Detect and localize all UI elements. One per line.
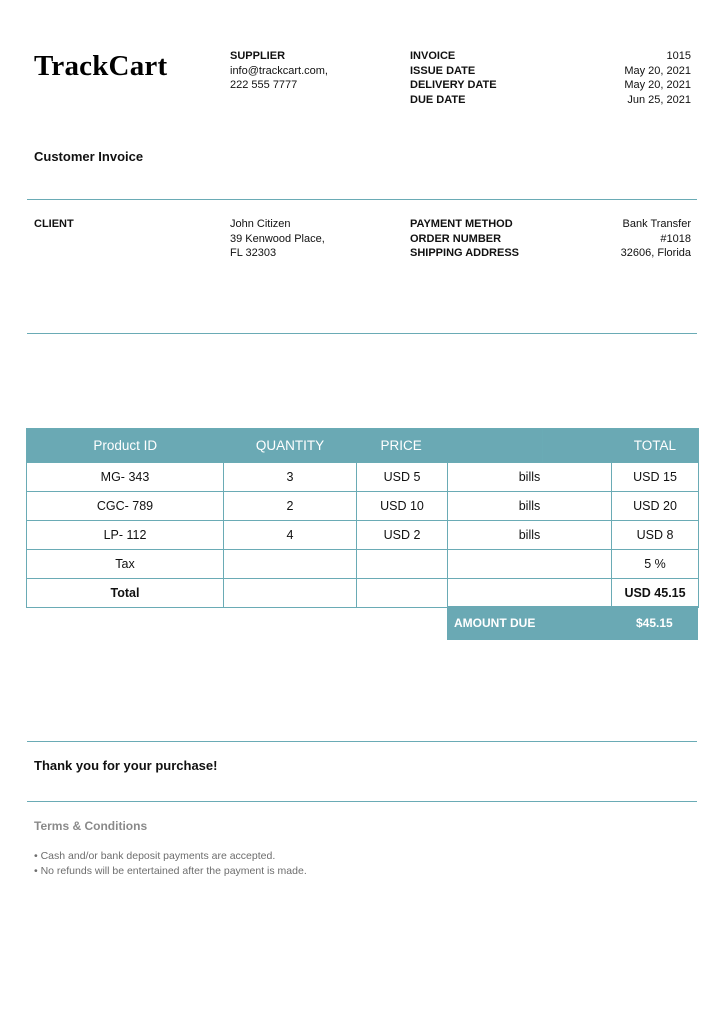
delivery-date-value: May 20, 2021 <box>624 79 691 91</box>
header-total: TOTAL <box>543 429 699 463</box>
tax-value: 5 % <box>612 550 699 579</box>
note-cell: bills <box>448 492 612 521</box>
document-title: Customer Invoice <box>34 149 144 164</box>
payment-method-row <box>410 217 691 232</box>
due-date-label: DUE DATE <box>410 93 466 106</box>
invoice-number-value: 1015 <box>666 50 691 62</box>
payment-method-label: PAYMENT METHOD <box>410 218 513 230</box>
header-price: PRICE <box>357 429 543 463</box>
terms-item: • No refunds will be entertained after the payment is made. <box>34 864 307 877</box>
table-row <box>27 521 699 550</box>
price-cell: USD 10 <box>357 492 448 521</box>
supplier-block <box>230 49 328 93</box>
total-cell: USD 8 <box>612 521 699 550</box>
amount-due-label: AMOUNT DUE <box>454 616 536 630</box>
supplier-phone: 222 555 7777 <box>230 79 298 91</box>
header-product-id: Product ID <box>27 429 224 463</box>
empty-cell <box>357 550 448 579</box>
amount-due-value: $45.15 <box>636 616 673 630</box>
empty-cell <box>448 550 612 579</box>
terms-title: Terms & Conditions <box>34 819 148 833</box>
table-row <box>27 492 699 521</box>
amount-due-box <box>447 606 698 640</box>
quantity-cell: 4 <box>224 521 357 550</box>
order-number-value: #1018 <box>660 232 691 245</box>
shipping-address-value: 32606, Florida <box>620 247 691 259</box>
payment-method-value: Bank Transfer <box>622 218 691 230</box>
product-id-cell: MG- 343 <box>27 463 224 492</box>
divider <box>27 801 697 802</box>
product-id-cell: LP- 112 <box>27 521 224 550</box>
quantity-cell: 3 <box>224 463 357 492</box>
terms-item: • Cash and/or bank deposit payments are accepted. <box>34 850 276 862</box>
price-cell: USD 5 <box>357 463 448 492</box>
terms-list <box>34 849 307 878</box>
client-state-zip: FL 32303 <box>230 247 277 259</box>
divider <box>27 741 697 742</box>
total-cell: USD 15 <box>612 463 699 492</box>
shipping-address-row <box>410 246 691 261</box>
empty-cell <box>224 550 357 579</box>
quantity-cell: 2 <box>224 492 357 521</box>
tax-row <box>27 550 699 579</box>
product-id-cell: CGC- 789 <box>27 492 224 521</box>
client-street: 39 Kenwood Place, <box>230 232 325 245</box>
due-date-value: Jun 25, 2021 <box>627 93 691 106</box>
empty-cell <box>448 579 612 608</box>
order-number-label: ORDER NUMBER <box>410 232 502 245</box>
order-number-row <box>410 232 691 247</box>
note-cell: bills <box>448 521 612 550</box>
issue-date-row <box>410 64 691 79</box>
table-header-row <box>27 429 699 463</box>
issue-date-label: ISSUE DATE <box>410 64 476 77</box>
due-date-row <box>410 93 691 108</box>
delivery-date-label: DELIVERY DATE <box>410 79 497 91</box>
client-name: John Citizen <box>230 218 291 230</box>
invoice-number-label: INVOICE <box>410 50 456 62</box>
total-cell: USD 20 <box>612 492 699 521</box>
grand-total-label: Total <box>27 579 224 608</box>
empty-cell <box>224 579 357 608</box>
thank-you-message: Thank you for your purchase! <box>34 758 218 773</box>
client-label: CLIENT <box>34 218 74 230</box>
table-row <box>27 463 699 492</box>
empty-cell <box>357 579 448 608</box>
issue-date-value: May 20, 2021 <box>624 64 691 77</box>
tax-label: Tax <box>27 550 224 579</box>
line-items-table <box>26 428 699 608</box>
delivery-date-row <box>410 78 691 93</box>
grand-total-row <box>27 579 699 608</box>
divider <box>27 333 697 334</box>
client-address <box>230 217 325 261</box>
supplier-label: SUPPLIER <box>230 50 286 62</box>
price-cell: USD 2 <box>357 521 448 550</box>
header-quantity: QUANTITY <box>224 429 357 463</box>
order-meta <box>410 217 691 261</box>
grand-total-value: USD 45.15 <box>612 579 699 608</box>
note-cell: bills <box>448 463 612 492</box>
invoice-number-row <box>410 49 691 64</box>
company-logo: TrackCart <box>34 50 168 82</box>
shipping-address-label: SHIPPING ADDRESS <box>410 247 520 259</box>
supplier-email: info@trackcart.com, <box>230 64 328 77</box>
invoice-meta <box>410 49 691 107</box>
divider <box>27 199 697 200</box>
